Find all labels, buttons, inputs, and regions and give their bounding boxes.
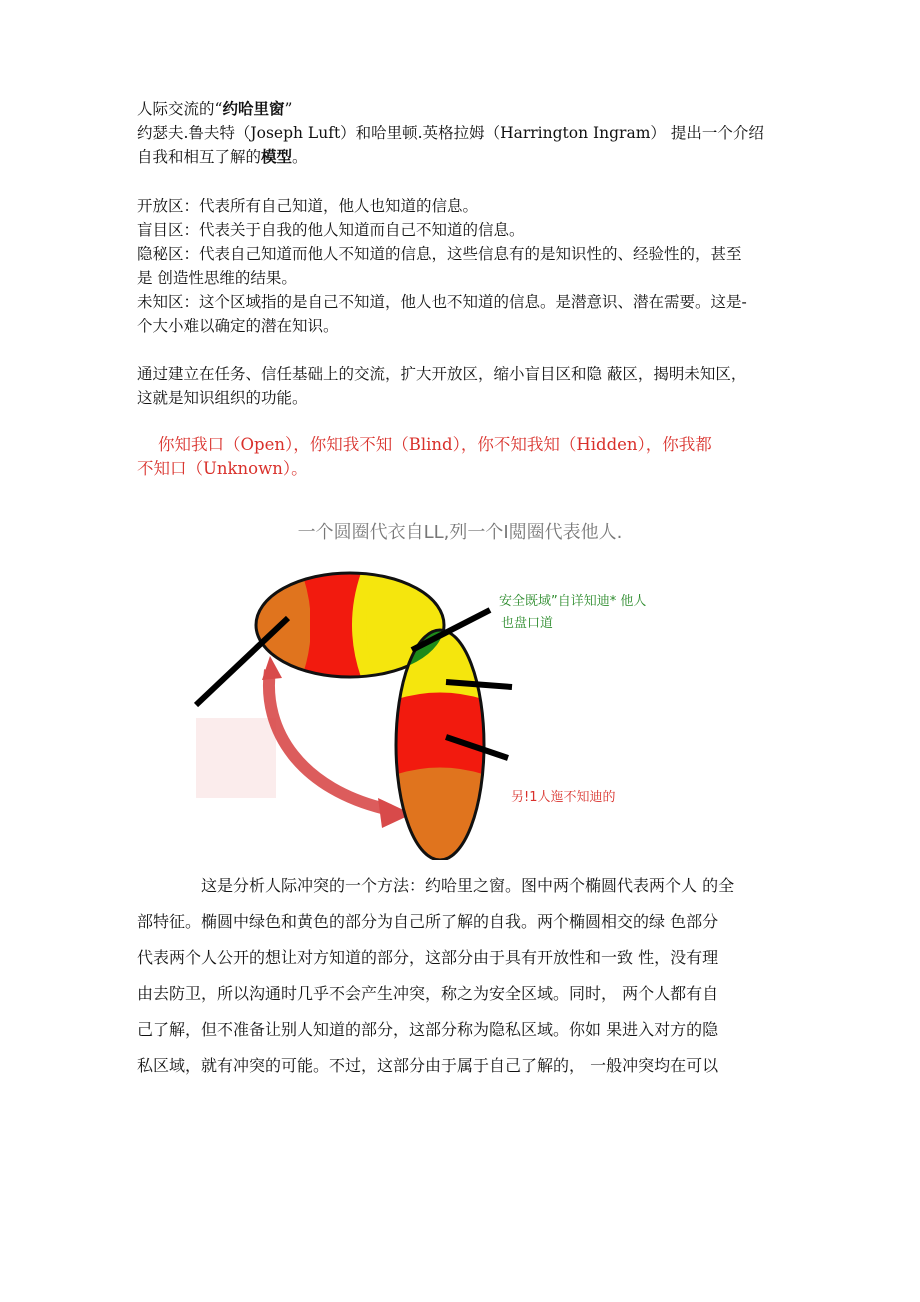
summary-line-2: 这就是知识组织的功能。: [137, 389, 308, 407]
body-line-3: 代表两个人公开的想让对方知道的部分，这部分由于具有开放性和一致 性，没有理: [137, 948, 719, 967]
zone-open: 开放区：代表所有自己知道，他人也知道的信息。: [137, 197, 479, 215]
johari-ellipses-figure: [190, 560, 530, 860]
intro-line-1: 约瑟夫.鲁夫特（Joseph Luft）和哈里顿.英格拉姆（Harrington Ingram） 提出一个介绍: [137, 124, 764, 142]
zone-hidden-1: 隐秘区：代表自己知道而他人不知道的信息，这些信息有的是知识性的、经验性的，甚至: [137, 245, 742, 263]
highlight-line-2: 不知口（Unknown）。: [137, 459, 308, 478]
body-line-5: 己了解，但不准备让别人知道的部分，这部分称为隐私区域。你如 果进入对方的隐: [137, 1020, 719, 1039]
body-line-6: 私区域，就有冲突的可能。不过，这部分由于属于自己了解的， 一般冲突均在可以: [137, 1056, 719, 1075]
annotation-green-2: 也盘口道: [501, 616, 554, 631]
faded-smudge: [196, 718, 276, 798]
summary-line-1: 通过建立在任务、信任基础上的交流，扩大开放区，缩小盲目区和隐 蔽区，揭明未知区，: [137, 365, 747, 383]
zone-hidden-2: 是 创造性思维的结果。: [137, 269, 297, 287]
body-line-2: 部特征。椭圆中绿色和黄色的部分为自己所了解的自我。两个椭圆相交的绿 色部分: [137, 912, 719, 931]
page-title: [137, 97, 292, 121]
intro-line-2: [137, 145, 308, 169]
self-band-curve-1: [310, 575, 318, 675]
zone-unknown-1: 未知区：这个区域指的是自己不知道，他人也不知道的信息。是潜意识、潜在需要。这是-: [137, 293, 747, 311]
zone-blind: 盲目区：代表关于自我的他人知道而自己不知道的信息。: [137, 221, 525, 239]
body-line-1: 这是分析人际冲突的一个方法：约哈里之窗。图中两个椭圆代表两个人 的全: [201, 876, 735, 895]
annotation-green-1: 安全既域”自详知迪* 他人: [499, 594, 647, 609]
intro-line-2-prefix: 自我和相互了解的: [137, 148, 262, 166]
title-quote-open: “: [214, 100, 223, 118]
intro-model-term: 模型: [261, 147, 293, 166]
highlight-line-1: 你知我口（Open），你知我不知（Blind），你不知我知（Hidden），你我都: [158, 435, 712, 454]
annotation-red: 另!1人迤不知迪的: [511, 790, 616, 805]
body-paragraph: [137, 868, 787, 1084]
body-line-4: 由去防卫，所以沟通时几乎不会产生冲突，称之为安全区域。同时， 两个人都有自: [137, 984, 719, 1003]
title-bold: 约哈里窗: [222, 99, 285, 118]
title-quote-close: ”: [284, 100, 293, 118]
connecting-arrow: [269, 670, 390, 810]
zone-unknown-2: 个大小难以确定的潜在知识。: [137, 317, 339, 335]
figure-caption: 一个圆圈代衣自LL,列一个I閲圈代表他人.: [297, 522, 623, 543]
title-prefix: 人际交流的: [137, 100, 215, 118]
intro-line-2-suffix: 。: [292, 148, 308, 166]
